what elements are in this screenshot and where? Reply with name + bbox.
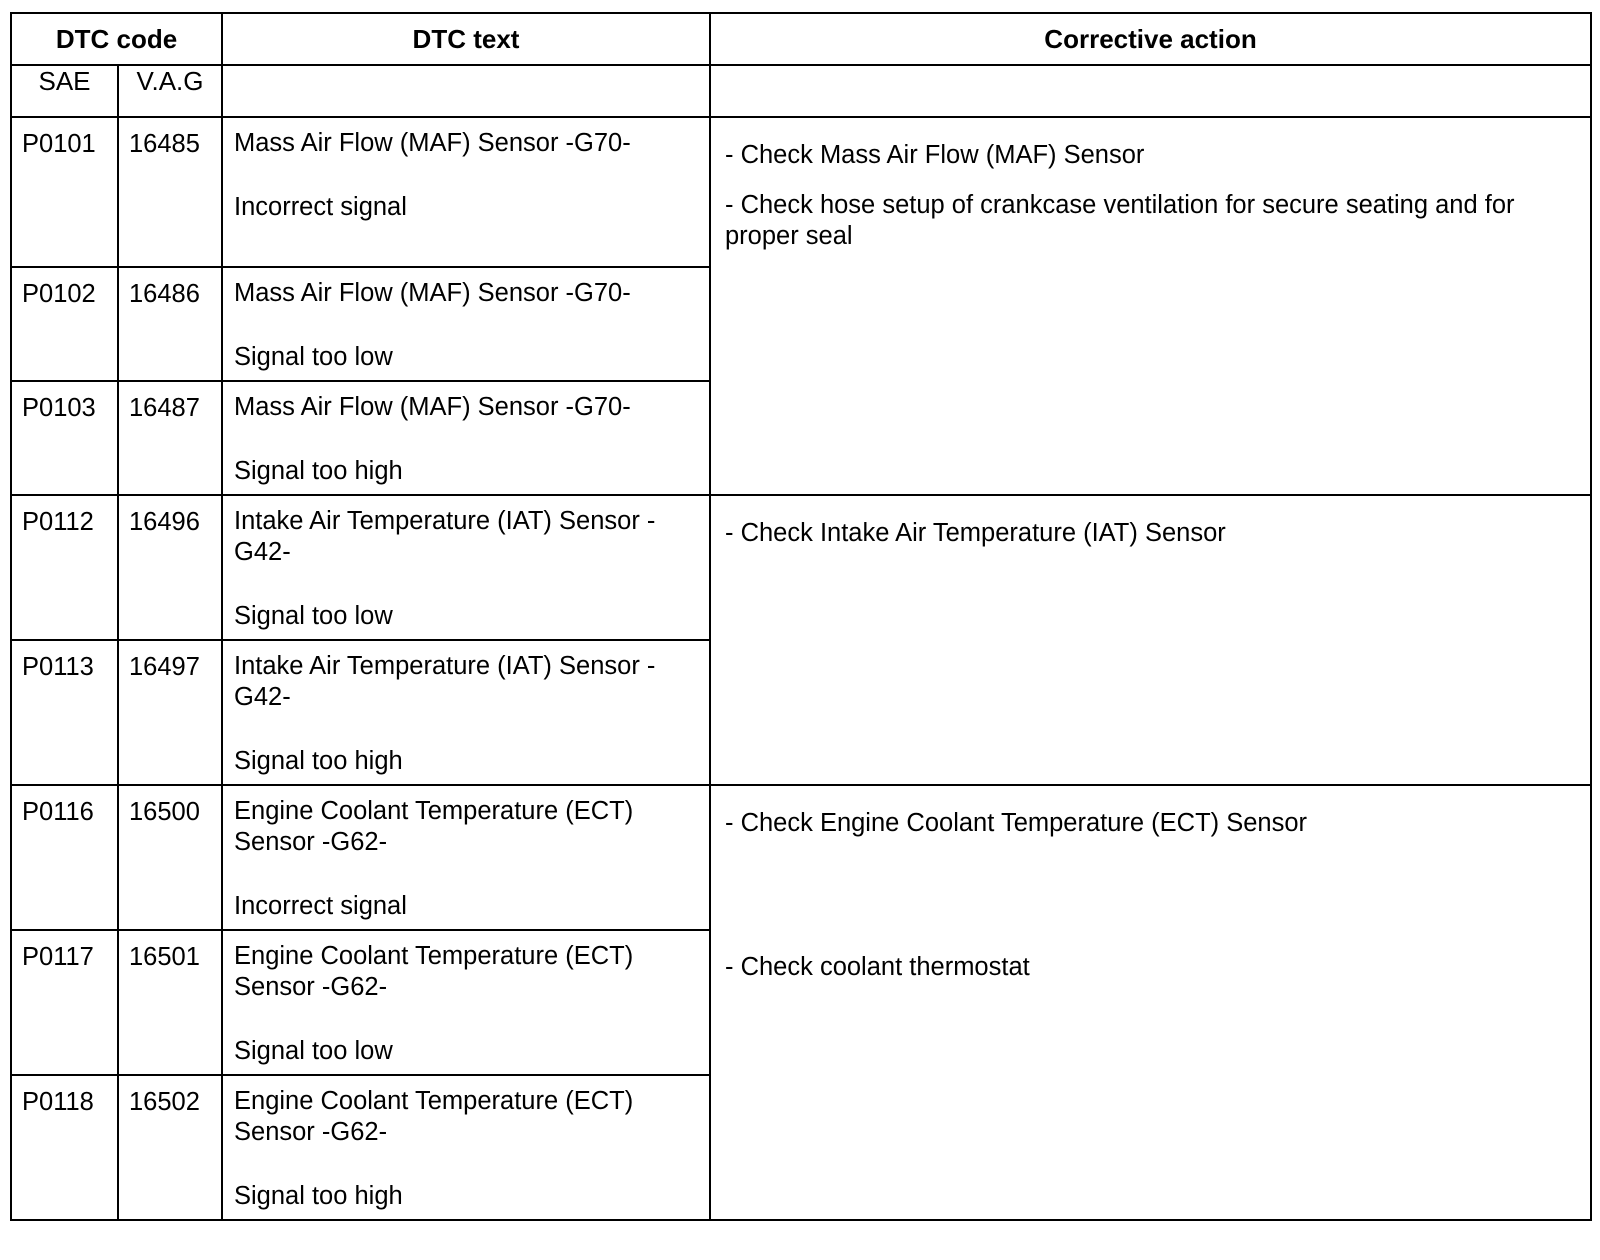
sae-code: P0103 (11, 381, 118, 495)
dtc-text-main: Intake Air Temperature (IAT) Sensor -G42- (234, 652, 656, 711)
vag-code: 16485 (118, 117, 222, 267)
subheader-empty (222, 65, 710, 117)
dtc-text (222, 930, 710, 1075)
dtc-text-sub: Signal too low (234, 343, 393, 371)
corrective-action-cell (710, 785, 1591, 1220)
dtc-text-main: Mass Air Flow (MAF) Sensor -G70- (234, 279, 631, 307)
dtc-text-sub: Signal too high (234, 747, 403, 775)
dtc-text-sub: Incorrect signal (234, 193, 407, 221)
vag-code: 16486 (118, 267, 222, 381)
dtc-text (222, 1075, 710, 1220)
dtc-text-sub: Incorrect signal (234, 892, 407, 920)
dtc-text-sub: Signal too low (234, 1037, 393, 1065)
dtc-text (222, 785, 710, 930)
corrective-action-cell (710, 495, 1591, 785)
header-vag: V.A.G (118, 65, 222, 117)
sae-code: P0117 (11, 930, 118, 1075)
action-item: - Check Engine Coolant Temperature (ECT) Sensor (725, 809, 1308, 837)
sae-code: P0116 (11, 785, 118, 930)
dtc-text-main: Mass Air Flow (MAF) Sensor -G70- (234, 129, 631, 157)
table-row (11, 495, 1591, 640)
header-corrective-action: Corrective action (710, 13, 1591, 65)
dtc-text-sub: Signal too high (234, 457, 403, 485)
sae-code: P0102 (11, 267, 118, 381)
vag-code: 16500 (118, 785, 222, 930)
dtc-text (222, 495, 710, 640)
header-row (11, 13, 1591, 65)
corrective-action-cell (710, 117, 1591, 495)
dtc-text-sub: Signal too high (234, 1182, 403, 1210)
action-item: - Check coolant thermostat (725, 953, 1030, 981)
subheader-row (11, 65, 1591, 117)
sae-code: P0101 (11, 117, 118, 267)
dtc-text-main: Engine Coolant Temperature (ECT) Sensor -G62- (234, 797, 634, 856)
table-row (11, 785, 1591, 930)
vag-code: 16502 (118, 1075, 222, 1220)
dtc-table (10, 12, 1592, 1221)
dtc-text-main: Intake Air Temperature (IAT) Sensor -G42- (234, 507, 656, 566)
sae-code: P0118 (11, 1075, 118, 1220)
action-item: - Check hose setup of crankcase ventilation for secure seating and for proper seal (725, 191, 1515, 250)
header-dtc-text: DTC text (222, 13, 710, 65)
dtc-text (222, 640, 710, 785)
vag-code: 16501 (118, 930, 222, 1075)
vag-code: 16487 (118, 381, 222, 495)
dtc-text-main: Mass Air Flow (MAF) Sensor -G70- (234, 393, 631, 421)
table-row (11, 117, 1591, 267)
action-item: - Check Mass Air Flow (MAF) Sensor (725, 141, 1145, 169)
sae-code: P0113 (11, 640, 118, 785)
dtc-text-main: Engine Coolant Temperature (ECT) Sensor -G62- (234, 942, 634, 1001)
subheader-empty (710, 65, 1591, 117)
dtc-text-main: Engine Coolant Temperature (ECT) Sensor -G62- (234, 1087, 634, 1146)
vag-code: 16496 (118, 495, 222, 640)
dtc-text (222, 381, 710, 495)
dtc-text-sub: Signal too low (234, 602, 393, 630)
header-dtc-code: DTC code (11, 13, 222, 65)
dtc-text (222, 117, 710, 267)
header-sae: SAE (11, 65, 118, 117)
vag-code: 16497 (118, 640, 222, 785)
dtc-text (222, 267, 710, 381)
action-item: - Check Intake Air Temperature (IAT) Sensor (725, 519, 1226, 547)
sae-code: P0112 (11, 495, 118, 640)
